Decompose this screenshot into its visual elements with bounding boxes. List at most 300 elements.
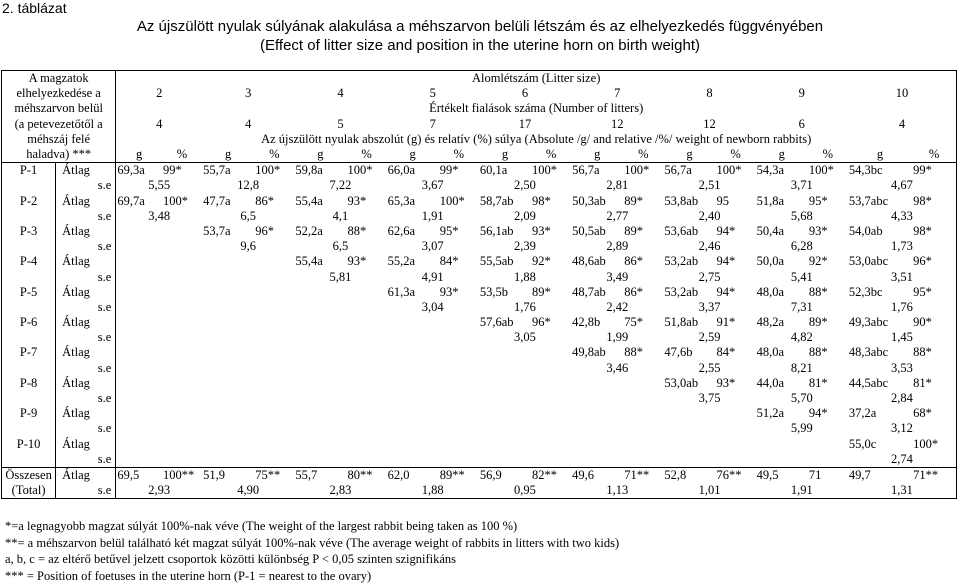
mean-weight-g bbox=[116, 315, 162, 330]
standard-error bbox=[116, 361, 202, 376]
standard-error: 3,37 bbox=[698, 299, 721, 314]
standard-error: 2,55 bbox=[698, 360, 721, 375]
standard-error: 6,5 bbox=[240, 208, 256, 223]
litter-size-value: 5 bbox=[429, 86, 436, 101]
unit-g: g bbox=[778, 147, 785, 162]
mean-label: Átlag bbox=[56, 345, 116, 360]
standard-error bbox=[202, 452, 294, 468]
relative-weight-pct bbox=[346, 345, 386, 360]
standard-error bbox=[387, 391, 479, 406]
relative-weight-pct bbox=[439, 345, 479, 360]
evaluated-litters-value: 5 bbox=[337, 116, 344, 131]
relative-weight-pct: 92* bbox=[532, 254, 551, 269]
se-label: s.e bbox=[56, 330, 116, 345]
mean-label: Átlag bbox=[56, 437, 116, 452]
position-label bbox=[2, 300, 56, 315]
relative-weight-pct: 93* bbox=[532, 223, 551, 238]
relative-weight-pct bbox=[162, 376, 202, 391]
mean-weight-g bbox=[571, 437, 623, 452]
mean-weight-g: 60,1a bbox=[479, 163, 531, 179]
relative-weight-pct: 86* bbox=[255, 193, 274, 208]
standard-error bbox=[663, 421, 755, 436]
header-row bbox=[2, 71, 957, 87]
mean-weight-g bbox=[387, 406, 439, 421]
mean-weight-g bbox=[116, 345, 162, 360]
footnotes bbox=[5, 518, 619, 584]
table-row bbox=[2, 376, 957, 391]
mean-weight-g bbox=[294, 345, 346, 360]
mean-weight-g bbox=[479, 345, 531, 360]
unit-pct: % bbox=[912, 147, 956, 163]
standard-error: 2,89 bbox=[606, 239, 629, 254]
table-row bbox=[2, 209, 957, 224]
standard-error: 4,82 bbox=[790, 330, 813, 345]
standard-error: 5,81 bbox=[329, 269, 352, 284]
mean-weight-g: 55,2a bbox=[387, 254, 416, 269]
mean-weight-g: 44,0a bbox=[756, 375, 785, 390]
standard-error bbox=[294, 300, 386, 315]
standard-error: 3,12 bbox=[848, 421, 957, 436]
header-row bbox=[2, 132, 957, 147]
unit-pct: % bbox=[730, 147, 741, 162]
relative-weight-pct: 93* bbox=[808, 223, 828, 238]
relative-weight-pct bbox=[254, 437, 294, 452]
row-label-stars: *** bbox=[72, 147, 92, 162]
results-table bbox=[1, 70, 957, 499]
mean-weight-g: 48,2a bbox=[756, 315, 785, 330]
mean-weight-g bbox=[202, 376, 254, 391]
position-label: P-2 bbox=[2, 194, 56, 209]
standard-error: 12,8 bbox=[237, 178, 260, 193]
mean-weight-g: 53,0ab bbox=[664, 375, 699, 390]
standard-error: 2,42 bbox=[606, 299, 629, 314]
mean-weight-g: 51,9 bbox=[202, 467, 254, 483]
unit-g: g bbox=[594, 147, 601, 162]
mean-weight-g: 55,4a bbox=[295, 254, 323, 269]
mean-weight-g bbox=[116, 376, 162, 391]
mean-weight-g: 48,0a bbox=[756, 345, 785, 360]
mean-weight-g: 58,7ab bbox=[479, 193, 514, 208]
mean-weight-g: 52,8 bbox=[663, 467, 715, 483]
mean-weight-g bbox=[202, 345, 254, 360]
mean-weight-g: 48,0a bbox=[756, 284, 785, 299]
mean-weight-g: 56,7a bbox=[571, 163, 623, 179]
mean-weight-g: 55,7a bbox=[202, 163, 254, 179]
standard-error bbox=[663, 452, 755, 468]
mean-weight-g: 51,2a bbox=[756, 406, 785, 421]
mean-weight-g bbox=[294, 437, 346, 452]
relative-weight-pct bbox=[623, 437, 663, 452]
relative-weight-pct bbox=[531, 376, 571, 391]
mean-weight-g: 54,0ab bbox=[848, 223, 883, 238]
mean-weight-g: 61,3a bbox=[387, 284, 416, 299]
relative-weight-pct: 80** bbox=[346, 467, 386, 483]
mean-weight-g: 69,3a bbox=[116, 163, 162, 179]
standard-error bbox=[294, 330, 386, 345]
standard-error: 9,6 bbox=[240, 239, 256, 254]
relative-weight-pct: 84* bbox=[439, 254, 459, 269]
relative-weight-pct: 89** bbox=[439, 467, 479, 483]
relative-weight-pct bbox=[254, 406, 294, 421]
mean-weight-g: 54,3bc bbox=[848, 163, 912, 179]
relative-weight-pct bbox=[623, 376, 663, 391]
mean-weight-g bbox=[294, 285, 346, 300]
standard-error bbox=[116, 421, 202, 436]
standard-error: 3,46 bbox=[606, 360, 629, 375]
standard-error bbox=[571, 421, 663, 436]
relative-weight-pct: 88* bbox=[624, 345, 644, 360]
mean-weight-g: 55,7 bbox=[294, 467, 346, 483]
mean-weight-g: 53,8ab bbox=[664, 193, 699, 208]
position-label bbox=[2, 209, 56, 224]
unit-pct: % bbox=[361, 147, 372, 162]
mean-weight-g bbox=[756, 437, 808, 452]
position-label bbox=[2, 421, 56, 436]
standard-error bbox=[571, 452, 663, 468]
standard-error: 3,75 bbox=[698, 391, 721, 406]
position-label: Összesen bbox=[2, 467, 56, 483]
mean-label: Átlag bbox=[56, 163, 116, 179]
mean-weight-g: 59,8a bbox=[294, 163, 346, 179]
mean-weight-g: 55,4a bbox=[295, 193, 323, 208]
mean-weight-g: 53,6ab bbox=[664, 223, 699, 238]
position-label bbox=[2, 330, 56, 345]
row-label-header: elhelyezkedése a bbox=[2, 86, 116, 101]
se-label: s.e bbox=[56, 361, 116, 376]
position-label: P-7 bbox=[2, 345, 56, 360]
standard-error: 2,93 bbox=[116, 483, 202, 499]
standard-error: 1,91 bbox=[756, 483, 848, 499]
standard-error bbox=[116, 391, 202, 406]
mean-weight-g: 50,0a bbox=[756, 254, 785, 269]
mean-weight-g bbox=[294, 376, 346, 391]
relative-weight-pct bbox=[531, 437, 571, 452]
table-row bbox=[2, 254, 957, 269]
table-row bbox=[2, 163, 957, 179]
relative-weight-pct: 82** bbox=[531, 467, 571, 483]
mean-weight-g: 55,5ab bbox=[479, 254, 514, 269]
position-label: P-9 bbox=[2, 406, 56, 421]
mean-weight-g: 44,5abc bbox=[848, 375, 889, 390]
standard-error bbox=[294, 452, 386, 468]
mean-weight-g: 51,8a bbox=[756, 193, 785, 208]
mean-label: Átlag bbox=[56, 376, 116, 391]
mean-weight-g: 48,7ab bbox=[572, 284, 606, 299]
relative-weight-pct bbox=[531, 406, 571, 421]
standard-error bbox=[202, 269, 294, 284]
se-label: s.e bbox=[56, 178, 116, 193]
mean-weight-g: 56,9 bbox=[479, 467, 531, 483]
mean-weight-g: 49,3abc bbox=[848, 315, 889, 330]
standard-error bbox=[294, 421, 386, 436]
standard-error: 3,48 bbox=[148, 208, 171, 223]
mean-weight-g bbox=[663, 437, 715, 452]
standard-error: 0,95 bbox=[479, 483, 571, 499]
standard-error: 8,21 bbox=[790, 360, 813, 375]
position-label bbox=[2, 391, 56, 406]
mean-weight-g: 52,3bc bbox=[848, 284, 883, 299]
relative-weight-pct: 100* bbox=[162, 193, 188, 208]
standard-error: 6,5 bbox=[332, 239, 349, 254]
relative-weight-pct: 88* bbox=[912, 345, 956, 360]
table-row bbox=[2, 194, 957, 209]
standard-error: 4,1 bbox=[332, 208, 349, 223]
standard-error: 2,84 bbox=[848, 391, 957, 406]
relative-weight-pct bbox=[162, 224, 202, 239]
relative-weight-pct: 75** bbox=[254, 467, 294, 483]
relative-weight-pct: 71** bbox=[623, 467, 663, 483]
standard-error: 1,76 bbox=[514, 299, 536, 314]
standard-error: 4,90 bbox=[202, 483, 294, 499]
standard-error: 5,99 bbox=[790, 421, 813, 436]
relative-weight-pct: 89* bbox=[624, 193, 644, 208]
row-label-text: haladva) bbox=[26, 147, 70, 162]
standard-error: 1,88 bbox=[387, 483, 479, 499]
mean-weight-g: 53,7abc bbox=[848, 193, 889, 208]
relative-weight-pct: 81* bbox=[912, 376, 956, 391]
relative-weight-pct: 100* bbox=[439, 193, 465, 208]
relative-weight-pct bbox=[254, 345, 294, 360]
unit-pct: % bbox=[638, 147, 649, 162]
relative-weight-pct: 95* bbox=[912, 285, 956, 300]
standard-error: 7,22 bbox=[329, 178, 352, 193]
standard-error: 1,73 bbox=[848, 239, 957, 254]
position-label bbox=[2, 361, 56, 376]
relative-weight-pct: 93* bbox=[347, 193, 367, 208]
mean-weight-g bbox=[202, 254, 254, 269]
standard-error bbox=[202, 300, 294, 315]
standard-error: 7,31 bbox=[790, 299, 813, 314]
standard-error: 2,39 bbox=[514, 239, 536, 254]
relative-weight-pct: 81* bbox=[808, 375, 828, 390]
relative-weight-pct bbox=[162, 254, 202, 269]
relative-weight-pct: 100* bbox=[623, 163, 663, 179]
relative-weight-pct bbox=[716, 437, 756, 452]
standard-error: 2,77 bbox=[606, 208, 629, 223]
position-label bbox=[2, 239, 56, 254]
relative-weight-pct: 71 bbox=[808, 467, 848, 483]
relative-weight-pct: 100* bbox=[912, 437, 956, 452]
relative-weight-pct: 88* bbox=[347, 223, 367, 238]
position-label: P-6 bbox=[2, 315, 56, 330]
se-label: s.e bbox=[56, 483, 116, 499]
table-row bbox=[2, 178, 957, 193]
relative-weight-pct: 95* bbox=[808, 193, 828, 208]
mean-weight-g: 47,7a bbox=[203, 193, 231, 208]
se-label: s.e bbox=[56, 452, 116, 468]
relative-weight-pct: 93* bbox=[439, 284, 459, 299]
standard-error bbox=[387, 452, 479, 468]
standard-error: 2,83 bbox=[294, 483, 386, 499]
relative-weight-pct: 96* bbox=[532, 315, 551, 330]
relative-weight-pct: 90* bbox=[912, 315, 956, 330]
relative-weight-pct: 98* bbox=[912, 194, 956, 209]
standard-error: 3,53 bbox=[848, 361, 957, 376]
relative-weight-pct bbox=[162, 315, 202, 330]
standard-error: 3,67 bbox=[421, 178, 444, 193]
relative-weight-pct: 89* bbox=[624, 223, 644, 238]
relative-weight-pct: 76** bbox=[716, 467, 756, 483]
mean-weight-g: 65,3a bbox=[387, 193, 416, 208]
relative-weight-pct: 93* bbox=[716, 375, 736, 390]
relative-weight-pct: 100* bbox=[346, 163, 386, 179]
mean-label: Átlag bbox=[56, 194, 116, 209]
relative-weight-pct bbox=[254, 254, 294, 269]
standard-error: 1,13 bbox=[571, 483, 663, 499]
relative-weight-pct bbox=[254, 285, 294, 300]
position-label bbox=[2, 452, 56, 468]
standard-error bbox=[479, 452, 571, 468]
relative-weight-pct bbox=[623, 406, 663, 421]
unit-g: g bbox=[409, 147, 416, 162]
footnote: **= a méhszarvon belül található két magzat súlyát 100%-nak véve (The average weight of rabbits in litters with two kids) bbox=[5, 535, 620, 550]
relative-weight-pct bbox=[346, 376, 386, 391]
standard-error bbox=[479, 391, 571, 406]
row-label-header: méhszáj felé bbox=[2, 132, 116, 147]
mean-weight-g: 48,3abc bbox=[848, 345, 889, 360]
relative-weight-pct: 98* bbox=[912, 224, 956, 239]
standard-error bbox=[387, 330, 479, 345]
mean-weight-g: 49,5 bbox=[756, 467, 808, 483]
mean-weight-g bbox=[387, 437, 439, 452]
table-row bbox=[2, 345, 957, 360]
standard-error: 3,51 bbox=[848, 269, 957, 284]
litter-size-value: 4 bbox=[337, 86, 344, 101]
standard-error: 2,75 bbox=[698, 269, 721, 284]
standard-error bbox=[479, 361, 571, 376]
unit-g: g bbox=[686, 147, 693, 162]
mean-label: Átlag bbox=[56, 285, 116, 300]
unit-pct: % bbox=[176, 147, 188, 162]
standard-error: 1,45 bbox=[848, 330, 957, 345]
mean-label: Átlag bbox=[56, 406, 116, 421]
relative-weight-pct bbox=[162, 285, 202, 300]
standard-error bbox=[202, 421, 294, 436]
evaluated-litters-value: 6 bbox=[798, 116, 805, 131]
mean-label: Átlag bbox=[56, 315, 116, 330]
mean-weight-g bbox=[294, 315, 346, 330]
standard-error: 3,49 bbox=[606, 269, 629, 284]
relative-weight-pct: 96* bbox=[255, 223, 274, 238]
row-label-header: A magzatok bbox=[2, 71, 116, 87]
mean-weight-g: 62,6a bbox=[387, 223, 416, 238]
mean-weight-g: 53,5b bbox=[479, 284, 508, 299]
table-row bbox=[2, 330, 957, 345]
standard-error bbox=[116, 269, 202, 284]
standard-error: 1,91 bbox=[421, 208, 444, 223]
standard-error bbox=[202, 361, 294, 376]
mean-weight-g: 37,2a bbox=[848, 406, 877, 421]
standard-error bbox=[387, 421, 479, 436]
unit-pct: % bbox=[545, 147, 557, 162]
mean-weight-g: 53,2ab bbox=[664, 254, 699, 269]
mean-label: Átlag bbox=[56, 467, 116, 483]
unit-pct: % bbox=[822, 147, 834, 162]
mean-weight-g: 53,0abc bbox=[848, 254, 889, 269]
table-row bbox=[2, 467, 957, 483]
standard-error bbox=[294, 361, 386, 376]
standard-error bbox=[116, 452, 202, 468]
table-title: Az újszülött nyulak súlyának alakulása a méhszarvon belüli létszám és az elhelyezkedés függvényében bbox=[136, 18, 824, 35]
mean-weight-g bbox=[571, 376, 623, 391]
mean-weight-g: 66,0a bbox=[387, 163, 439, 179]
relative-weight-pct: 93* bbox=[347, 254, 367, 269]
standard-error: 5,68 bbox=[790, 208, 813, 223]
mean-weight-g bbox=[387, 376, 439, 391]
litter-size-value: 8 bbox=[706, 86, 713, 101]
standard-error: 2,50 bbox=[514, 178, 536, 193]
position-label bbox=[2, 269, 56, 284]
standard-error: 3,04 bbox=[421, 299, 444, 314]
standard-error: 1,99 bbox=[606, 330, 629, 345]
table-row bbox=[2, 300, 957, 315]
mean-weight-g bbox=[202, 285, 254, 300]
mean-label: Átlag bbox=[56, 254, 116, 269]
mean-weight-g: 53,2ab bbox=[664, 284, 699, 299]
standard-error: 6,28 bbox=[790, 239, 813, 254]
relative-weight-pct bbox=[439, 315, 479, 330]
row-label-header: (a petevezetőtől a bbox=[2, 117, 116, 132]
relative-weight-pct: 91* bbox=[716, 315, 736, 330]
standard-error: 5,55 bbox=[148, 178, 171, 193]
table-number-label: 2. táblázat bbox=[2, 0, 67, 16]
mean-weight-g bbox=[294, 406, 346, 421]
relative-weight-pct: 94* bbox=[716, 223, 736, 238]
mean-weight-g: 57,6ab bbox=[479, 315, 514, 330]
relative-weight-pct: 98* bbox=[532, 193, 551, 208]
relative-weight-pct: 86* bbox=[624, 284, 644, 299]
mean-weight-g bbox=[116, 224, 162, 239]
standard-error bbox=[387, 361, 479, 376]
se-label: s.e bbox=[56, 300, 116, 315]
litter-size-title: Alomlétszám (Litter size) bbox=[116, 71, 957, 87]
position-label: P-4 bbox=[2, 254, 56, 269]
mean-weight-g: 49,6 bbox=[571, 467, 623, 483]
standard-error: 2,81 bbox=[606, 178, 629, 193]
standard-error: 1,76 bbox=[848, 300, 957, 315]
footnote: *** = Position of foetuses in the uterine horn (P-1 = nearest to the ovary) bbox=[5, 568, 372, 583]
relative-weight-pct: 88* bbox=[808, 284, 828, 299]
standard-error: 3,71 bbox=[790, 178, 813, 193]
table-row bbox=[2, 224, 957, 239]
mean-weight-g bbox=[202, 406, 254, 421]
position-label: P-1 bbox=[2, 163, 56, 179]
mean-weight-g bbox=[479, 437, 531, 452]
standard-error bbox=[756, 452, 848, 468]
table-subtitle: (Effect of litter size and position in the uterine horn on birth weight) bbox=[260, 37, 700, 54]
relative-weight-pct: 100* bbox=[254, 163, 294, 179]
relative-weight-pct: 86* bbox=[624, 254, 644, 269]
table-row bbox=[2, 483, 957, 499]
standard-error: 1,31 bbox=[848, 483, 957, 499]
unit-g: g bbox=[225, 147, 232, 162]
mean-weight-g bbox=[571, 406, 623, 421]
se-label: s.e bbox=[56, 209, 116, 224]
litter-size-value: 6 bbox=[521, 86, 529, 101]
unit-g: g bbox=[501, 147, 509, 162]
table-row bbox=[2, 406, 957, 421]
evaluated-litters-value: 4 bbox=[848, 117, 957, 132]
relative-weight-pct: 89* bbox=[532, 284, 551, 299]
mean-weight-g: 52,2a bbox=[295, 223, 323, 238]
relative-weight-pct: 88* bbox=[808, 345, 828, 360]
mean-label: Átlag bbox=[56, 224, 116, 239]
evaluated-litters-value: 4 bbox=[245, 116, 252, 131]
standard-error: 4,67 bbox=[848, 178, 957, 193]
mean-weight-g: 56,1ab bbox=[479, 223, 514, 238]
mean-weight-g bbox=[116, 254, 162, 269]
mean-weight-g: 62,0 bbox=[387, 467, 439, 483]
